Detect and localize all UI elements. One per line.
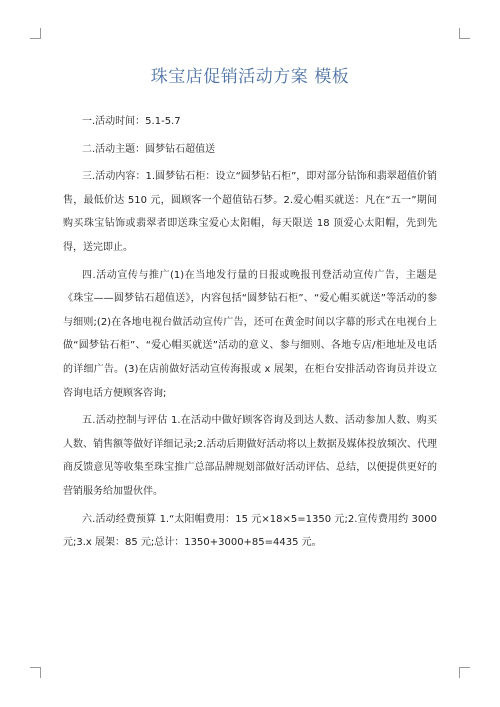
- paragraph-activity-content: 三.活动内容：1.圆梦钻石柜：设立“圆梦钻石柜”，即对部分钻饰和翡翠超值价销售，最低价达 510 元，圆顾客一个超值钻石梦。2.爱心帽买就送：凡在“五一”期间购买珠宝钻饰或翡翠者即送珠宝爱心太阳帽，每天限送 18 顶爱心太阳帽，先到先得，送完即止。: [63, 171, 437, 253]
- document-title: 珠宝店促销活动方案 模板: [150, 67, 350, 87]
- paragraph-budget: 六.活动经费预算 1.“太阳帽费用：15 元×18×5=1350 元;2.宣传费用约 3000 元;3.x 展架：85 元;总计：1350+3000+85=4435 元。: [63, 513, 437, 549]
- crop-mark-bottom-left: [30, 667, 41, 678]
- paragraph-activity-theme: 二.活动主题：圆梦钻石超值送: [82, 143, 216, 155]
- crop-mark-top-right: [459, 28, 470, 39]
- paragraph-activity-time: 一.活动时间：5.1-5.7: [82, 116, 181, 127]
- crop-mark-top-left: [30, 28, 41, 39]
- paragraph-promotion: 四.活动宣传与推广(1)在当地发行量的日报或晚报刊登活动宣传广告，主题是《珠宝——圆梦钻石超值送》，内容包括“圆梦钻石柜”、“爱心帽买就送”等活动的参与细则;(2)在各地电视台做活动宣传广告，还可在黄金时间以字幕的形式在电视台上做“圆梦钻石柜”、“爱心帽买就送”活动的意义、参与细则、各地专店/柜地址及电话的详细广告。(3)在店前做好活动宣传海报或 x 展架，在柜台安排活动咨询员并设立咨询电话方便顾客咨询;: [63, 269, 437, 399]
- document-body: [63, 110, 437, 555]
- paragraph-control-evaluation: 五.活动控制与评估 1.在活动中做好顾客咨询及到达人数、活动参加人数、购买人数、销售额等做好详细记录;2.活动后期做好活动将以上数据及媒体投放频次、代理商反馈意见等收集至珠宝推广总部品牌规划部做好活动评估、总结，以便提供更好的营销服务给加盟伙伴。: [63, 415, 437, 497]
- crop-mark-bottom-right: [459, 667, 470, 678]
